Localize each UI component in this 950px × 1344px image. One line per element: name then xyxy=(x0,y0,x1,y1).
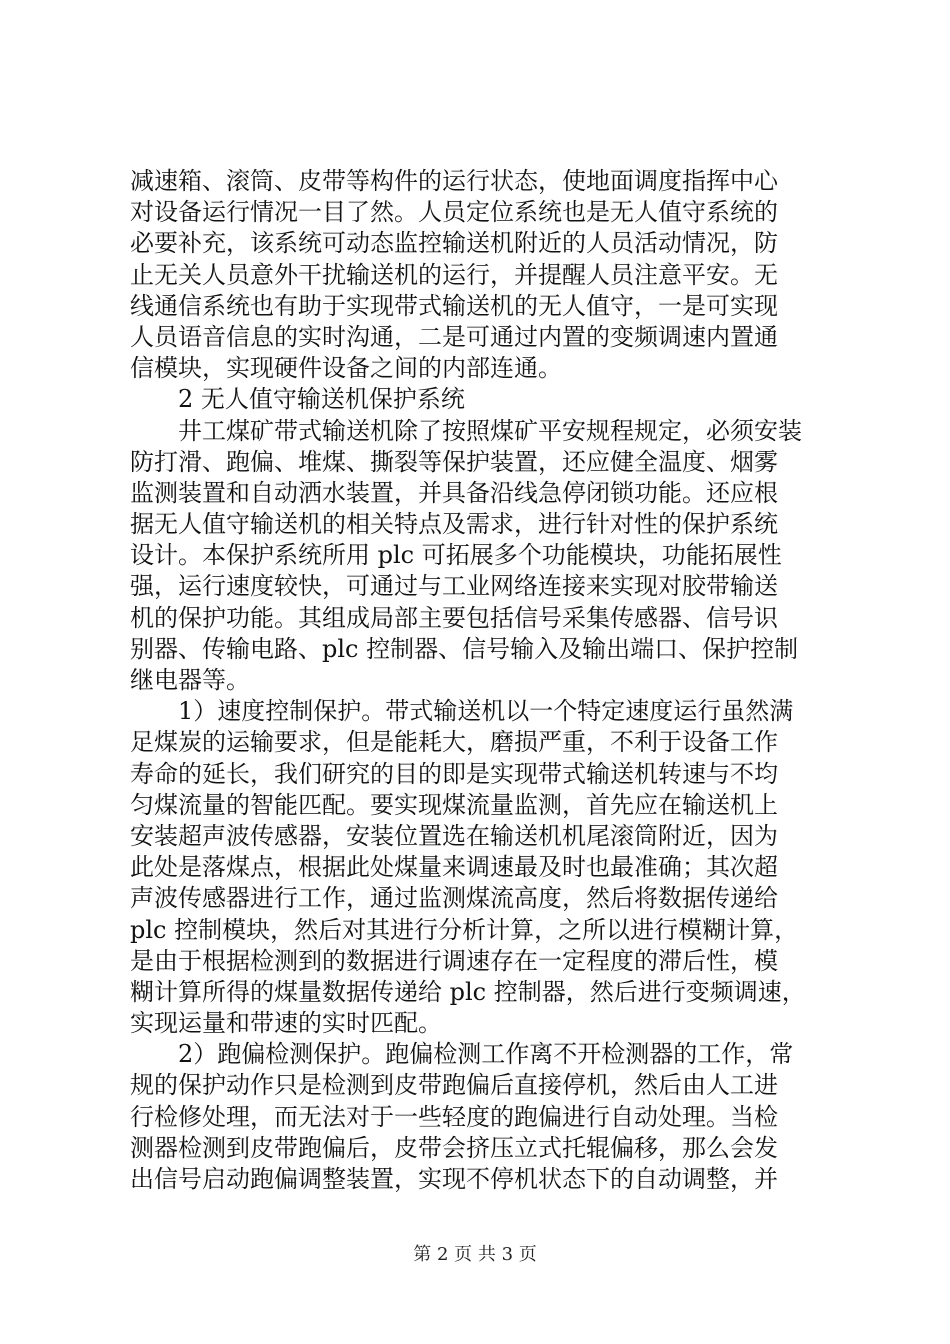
text-line: 2）跑偏检测保护。跑偏检测工作离不开检测器的工作，常 xyxy=(130,1040,794,1069)
text-line: 规的保护动作只是检测到皮带跑偏后直接停机，然后由人工进 xyxy=(130,1071,778,1100)
text-line: 继电器等。 xyxy=(130,666,250,694)
text-line: 出信号启动跑偏调整装置，实现不停机状态下的自动调整，并 xyxy=(130,1165,778,1193)
text-line: 行检修处理，而无法对于一些轻度的跑偏进行自动处理。当检 xyxy=(130,1102,778,1131)
text-line: 是由于根据检测到的数据进行调速存在一定程度的滞后性，模 xyxy=(130,946,778,975)
text-line: plc 控制模块，然后对其进行分析计算，之所以进行模糊计算， xyxy=(130,915,799,944)
text-line: 信模块，实现硬件设备之间的内部连通。 xyxy=(130,354,562,383)
text-line: 监测装置和自动洒水装置，并具备沿线急停闭锁功能。还应根 xyxy=(130,478,778,507)
text-line: 1）速度控制保护。带式输送机以一个特定速度运行虽然满 xyxy=(130,697,794,726)
text-line: 寿命的延长，我们研究的目的即是实现带式输送机转速与不均 xyxy=(130,759,778,788)
text-line: 人员语音信息的实时沟通，二是可通过内置的变频调速内置通 xyxy=(130,322,778,351)
text-line: 声波传感器进行工作，通过监测煤流高度，然后将数据传递给 xyxy=(130,884,778,913)
section-heading: 2 无人值守输送机保护系统 xyxy=(130,385,465,414)
text-line: 糊计算所得的煤量数据传递给 plc 控制器，然后进行变频调速， xyxy=(130,977,806,1006)
text-line: 强，运行速度较快，可通过与工业网络连接来实现对胶带输送 xyxy=(130,572,778,601)
text-line: 井工煤矿带式输送机除了按照煤矿平安规程规定，必须安装 xyxy=(130,416,802,445)
page-number-footer: 第 2 页 共 3 页 xyxy=(413,1244,537,1265)
text-line: 减速箱、滚筒、皮带等构件的运行状态，使地面调度指挥中心 xyxy=(130,167,778,195)
body-text xyxy=(130,166,830,1195)
text-line: 实现运量和带速的实时匹配。 xyxy=(130,1009,442,1038)
text-line: 匀煤流量的智能匹配。要实现煤流量监测，首先应在输送机上 xyxy=(130,790,778,819)
text-line: 必要补充，该系统可动态监控输送机附近的人员活动情况，防 xyxy=(130,229,778,258)
text-line: 测器检测到皮带跑偏后，皮带会挤压立式托辊偏移，那么会发 xyxy=(130,1133,778,1162)
text-line: 线通信系统也有助于实现带式输送机的无人值守，一是可实现 xyxy=(130,291,778,320)
text-line: 对设备运行情况一目了然。人员定位系统也是无人值守系统的 xyxy=(130,198,778,227)
text-line: 足煤炭的运输要求，但是能耗大，磨损严重，不利于设备工作 xyxy=(130,728,778,757)
text-line: 止无关人员意外干扰输送机的运行，并提醒人员注意平安。无 xyxy=(130,260,778,289)
text-line: 防打滑、跑偏、堆煤、撕裂等保护装置，还应健全温度、烟雾 xyxy=(130,447,778,476)
text-line: 设计。本保护系统所用 plc 可拓展多个功能模块，功能拓展性 xyxy=(130,541,782,570)
text-line: 此处是落煤点，根据此处煤量来调速最及时也最准确；其次超 xyxy=(130,853,778,882)
text-line: 安装超声波传感器，安装位置选在输送机机尾滚筒附近，因为 xyxy=(130,821,778,850)
text-line: 机的保护功能。其组成局部主要包括信号采集传感器、信号识 xyxy=(130,603,778,632)
text-line: 据无人值守输送机的相关特点及需求，进行针对性的保护系统 xyxy=(130,510,778,539)
text-line: 别器、传输电路、plc 控制器、信号输入及输出端口、保护控制 xyxy=(130,634,799,663)
